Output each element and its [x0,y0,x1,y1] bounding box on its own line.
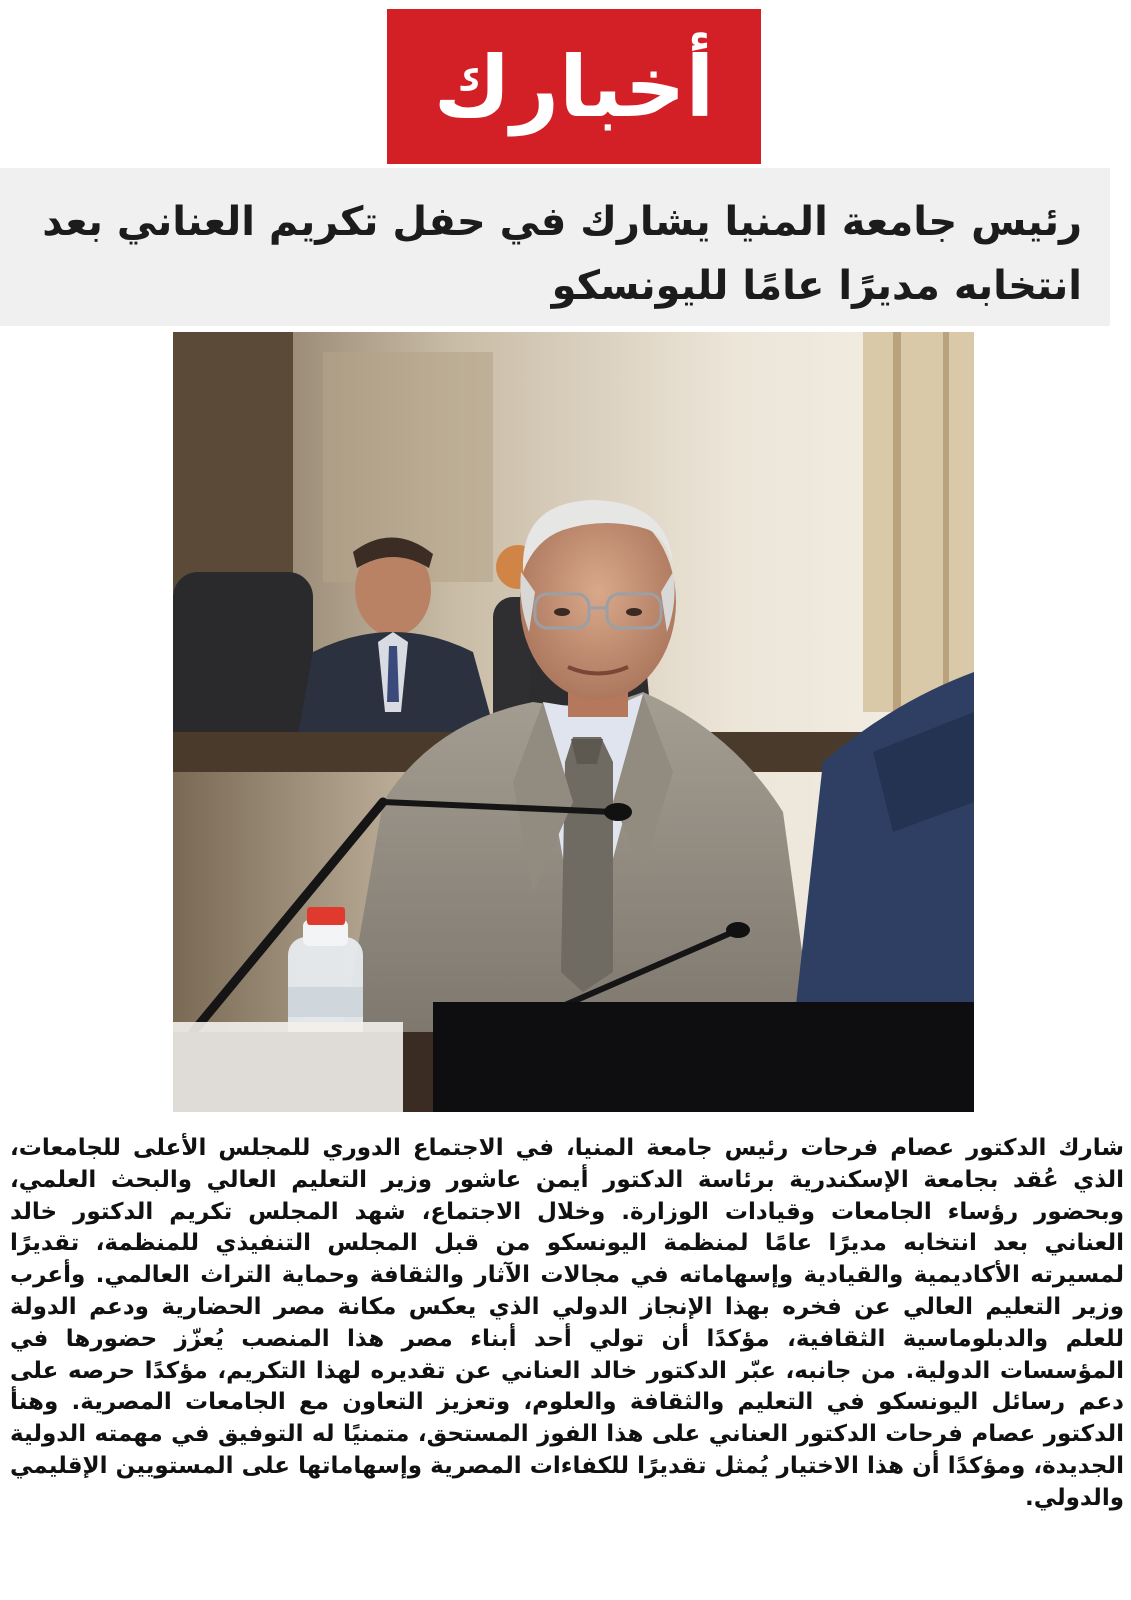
article-photo [173,332,974,1112]
headline-band [0,168,1110,326]
brand-logo [387,9,761,164]
article-body: شارك الدكتور عصام فرحات رئيس جامعة المنيا، في الاجتماع الدوري للمجلس الأعلى للجامعات، الذي عُقد بجامعة الإسكندرية برئاسة الدكتور أيمن عاشور وزير التعليم العالي والبحث العلمي، وبحضور رؤساء الجامعات وقيادات الوزارة. وخلال الاجتماع، شهد المجلس تكريم الدكتور خالد العناني بعد انتخابه مديرًا عامًا لمنظمة اليونسكو من قبل المجلس التنفيذي للمنظمة، تقديرًا لمسيرته الأكاديمية والقيادية وإسهاماته في مجالات الآثار والثقافة وحماية التراث العالمي. وأعرب وزير التعليم العالي عن فخره بهذا الإنجاز الدولي الذي يعكس مكانة مصر الحضارية ودعم الدولة للعلم والدبلوماسية الثقافية، مؤكدًا أن تولي أحد أبناء مصر هذا المنصب يُعزّز حضورها في المؤسسات الدولية. من جانبه، عبّر الدكتور خالد العناني عن تقديره لهذا التكريم، مؤكدًا حرصه على دعم رسائل اليونسكو في التعليم والثقافة والعلوم، وتعزيز التعاون مع الجامعات المصرية. وهنأ الدكتور عصام فرحات الدكتور العناني على هذا الفوز المستحق، متمنيًا له التوفيق في مهمته الدولية الجديدة، ومؤكدًا أن هذا الاختيار يُمثل تقديرًا للكفاءات المصرية وإسهاماتها على المستويين الإقليمي والدولي. [10,1135,1124,1511]
brand-logo-text: أخبارك [433,37,715,136]
article-headline: رئيس جامعة المنيا يشارك في حفل تكريم العناني بعد انتخابه مديرًا عامًا لليونسكو [42,199,1082,309]
